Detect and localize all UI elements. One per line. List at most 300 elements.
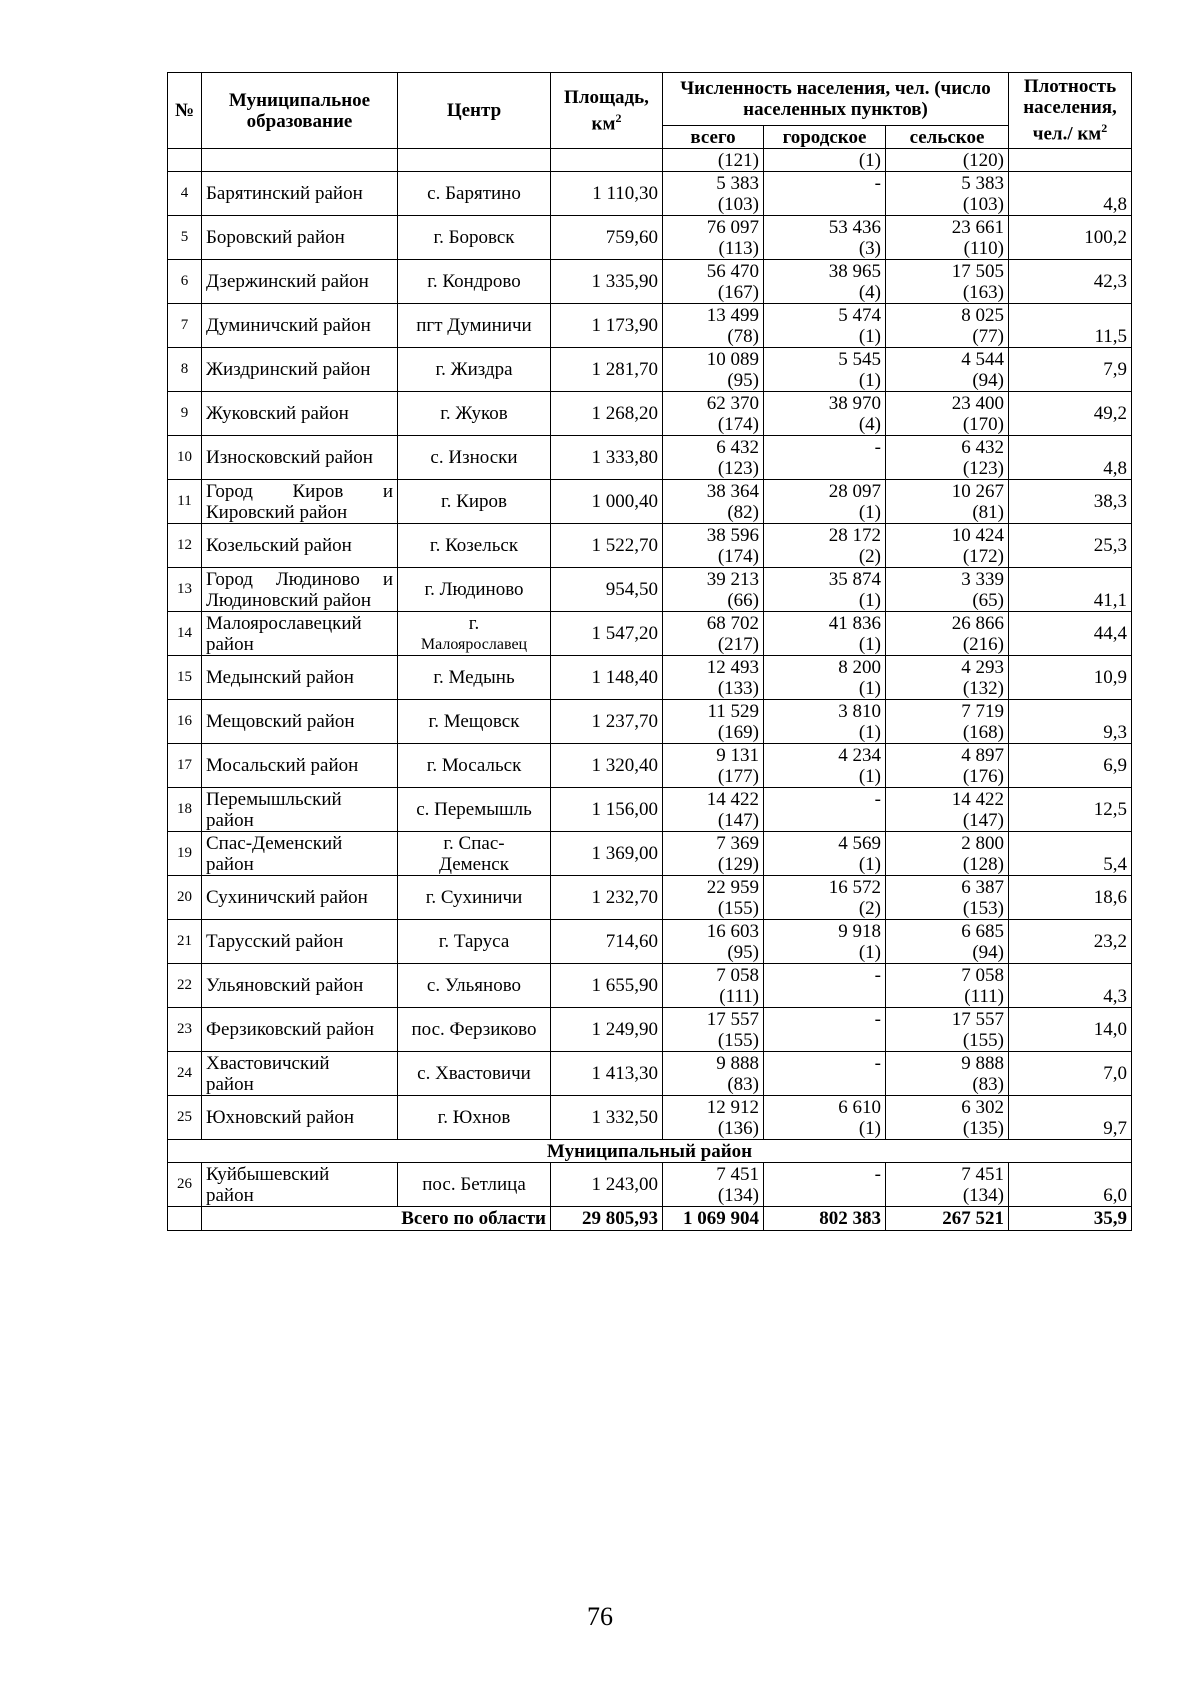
row-pop-rural-settlements: (94) — [972, 941, 1005, 963]
row-name: Износковский район — [202, 436, 398, 480]
table-row — [168, 964, 1132, 1008]
table-row — [168, 1008, 1132, 1052]
row-num: 26 — [168, 1163, 202, 1207]
row-name-line1: Спас-Деменский — [206, 832, 343, 854]
row-center: г. Кондрово — [398, 260, 551, 304]
row-center: г. Мещовск — [398, 700, 551, 744]
row-pop-urban — [764, 480, 886, 524]
row-pop-rural — [886, 920, 1009, 964]
row-pop-rural — [886, 1008, 1009, 1052]
cont-cell-total: (121) — [663, 149, 764, 172]
row-pop-total — [663, 920, 764, 964]
row-pop-total-value: 7 058 — [716, 964, 759, 986]
row-name — [202, 612, 398, 656]
row-pop-urban — [764, 788, 886, 832]
totals-num — [168, 1207, 202, 1231]
col-header-pop-total: всего — [663, 126, 764, 149]
row-pop-urban-settlements — [768, 458, 881, 479]
table-row — [168, 788, 1132, 832]
row-pop-rural-settlements: (132) — [962, 677, 1005, 699]
row-pop-urban — [764, 172, 886, 216]
row-center — [398, 612, 551, 656]
row-pop-rural-settlements: (65) — [972, 589, 1005, 611]
row-density: 38,3 — [1009, 480, 1132, 524]
row-pop-urban — [764, 304, 886, 348]
row-pop-urban-value: 28 172 — [828, 524, 881, 546]
row-density: 7,9 — [1009, 348, 1132, 392]
row-center: г. Медынь — [398, 656, 551, 700]
row-pop-total — [663, 260, 764, 304]
row-pop-rural-value: 26 866 — [951, 612, 1005, 634]
row-pop-total-value: 62 370 — [706, 392, 759, 414]
row-pop-rural-settlements: (111) — [964, 985, 1005, 1007]
row-pop-rural — [886, 788, 1009, 832]
row-num: 9 — [168, 392, 202, 436]
row-pop-urban-settlements: (1) — [858, 853, 881, 875]
row-pop-rural-value: 17 505 — [951, 260, 1005, 282]
section-row — [168, 1140, 1132, 1163]
row-pop-total — [663, 1096, 764, 1140]
row-name: Сухиничский район — [202, 876, 398, 920]
row-area: 1 335,90 — [551, 260, 663, 304]
totals-row — [168, 1207, 1132, 1231]
row-pop-total — [663, 392, 764, 436]
row-area: 1 237,70 — [551, 700, 663, 744]
row-pop-rural — [886, 392, 1009, 436]
row-pop-urban — [764, 392, 886, 436]
row-pop-urban-value: - — [874, 1008, 881, 1030]
row-pop-rural-value: 2 800 — [961, 832, 1005, 854]
row-pop-total — [663, 348, 764, 392]
row-center-line1: г. Спас- — [443, 832, 505, 854]
population-table — [167, 72, 1132, 1231]
row-name: Думиничский район — [202, 304, 398, 348]
row-density: 18,6 — [1009, 876, 1132, 920]
row-pop-urban-settlements: (1) — [858, 633, 881, 655]
col-header-name: Муниципальное образование — [202, 73, 398, 149]
row-pop-rural-settlements: (147) — [962, 809, 1005, 831]
row-num: 21 — [168, 920, 202, 964]
row-pop-rural-value: 4 897 — [961, 744, 1005, 766]
table-row — [168, 304, 1132, 348]
row-pop-total-value: 12 493 — [706, 656, 759, 678]
row-center: г. Козельск — [398, 524, 551, 568]
row-pop-total-value: 5 383 — [716, 172, 759, 194]
row-pop-total-value: 7 451 — [716, 1163, 759, 1185]
row-name: Жиздринский район — [202, 348, 398, 392]
row-num: 8 — [168, 348, 202, 392]
row-pop-urban — [764, 612, 886, 656]
row-pop-rural-value: 6 685 — [961, 920, 1005, 942]
row-density: 12,5 — [1009, 788, 1132, 832]
row-area: 1 547,20 — [551, 612, 663, 656]
row-name-line1: Город Людиново и — [206, 568, 393, 590]
row-pop-rural-value: 5 383 — [961, 172, 1005, 194]
row-pop-total-value: 14 422 — [706, 788, 759, 810]
row-name: Тарусский район — [202, 920, 398, 964]
row-area: 1 413,30 — [551, 1052, 663, 1096]
cont-cell-density — [1009, 149, 1132, 172]
row-pop-rural — [886, 436, 1009, 480]
row-pop-total-value: 16 603 — [706, 920, 759, 942]
totals-area: 29 805,93 — [551, 1207, 663, 1231]
row-num: 17 — [168, 744, 202, 788]
row-pop-rural — [886, 1052, 1009, 1096]
cont-cell-num — [168, 149, 202, 172]
row-pop-urban — [764, 568, 886, 612]
row-pop-rural — [886, 348, 1009, 392]
col-header-pop-urban: городское — [764, 126, 886, 149]
row-pop-urban — [764, 216, 886, 260]
table-body — [168, 149, 1132, 1231]
cont-cell-area — [551, 149, 663, 172]
row-pop-total-settlements: (177) — [717, 765, 759, 787]
row-pop-total-settlements: (95) — [727, 369, 759, 391]
row-pop-urban — [764, 1052, 886, 1096]
row-pop-total-value: 6 432 — [716, 436, 759, 458]
row-area: 1 268,20 — [551, 392, 663, 436]
row-pop-total — [663, 656, 764, 700]
table-row — [168, 656, 1132, 700]
row-pop-urban-settlements: (1) — [858, 677, 881, 699]
row-pop-urban-value: 5 474 — [838, 304, 881, 326]
row-pop-total-value: 7 369 — [716, 832, 759, 854]
row-num: 13 — [168, 568, 202, 612]
col-header-pop-rural: сельское — [886, 126, 1009, 149]
row-pop-total-settlements: (217) — [717, 633, 759, 655]
section-title: Муниципальный район — [168, 1140, 1132, 1163]
row-pop-total-settlements: (134) — [717, 1184, 759, 1206]
row-pop-rural-value: 4 293 — [961, 656, 1005, 678]
cont-cell-center — [398, 149, 551, 172]
row-name-line2: район — [206, 809, 254, 831]
row-center: пос. Ферзиково — [398, 1008, 551, 1052]
row-pop-rural-value: 10 424 — [951, 524, 1005, 546]
row-num: 22 — [168, 964, 202, 1008]
row-pop-rural-value: 9 888 — [961, 1052, 1005, 1074]
row-area: 1 522,70 — [551, 524, 663, 568]
row-pop-urban-settlements: (2) — [858, 897, 881, 919]
row-pop-total — [663, 876, 764, 920]
row-pop-urban-settlements — [768, 986, 881, 1007]
row-pop-rural-value: 7 719 — [961, 700, 1005, 722]
row-name: Ульяновский район — [202, 964, 398, 1008]
row-pop-urban-value: - — [874, 436, 881, 458]
row-pop-total-value: 9 131 — [716, 744, 759, 766]
row-pop-urban — [764, 1008, 886, 1052]
row-num: 5 — [168, 216, 202, 260]
row-pop-urban-settlements — [768, 1074, 881, 1095]
row-pop-total-settlements: (174) — [717, 413, 759, 435]
row-center: г. Сухиничи — [398, 876, 551, 920]
row-name — [202, 480, 398, 524]
row-name: Дзержинский район — [202, 260, 398, 304]
row-pop-urban — [764, 1163, 886, 1207]
row-pop-rural — [886, 1096, 1009, 1140]
row-pop-rural-settlements: (170) — [962, 413, 1005, 435]
row-pop-urban-value: - — [874, 788, 881, 810]
row-pop-urban — [764, 524, 886, 568]
row-pop-total — [663, 744, 764, 788]
row-pop-rural — [886, 172, 1009, 216]
row-center: г. Жуков — [398, 392, 551, 436]
table-row — [168, 1163, 1132, 1207]
row-pop-total-value: 10 089 — [706, 348, 759, 370]
row-pop-total-settlements: (174) — [717, 545, 759, 567]
row-density: 4,3 — [1009, 964, 1132, 1008]
row-pop-total-settlements: (136) — [717, 1117, 759, 1139]
cont-cell-urban: (1) — [764, 149, 886, 172]
row-name-line2: район — [206, 633, 254, 655]
row-pop-urban-value: 38 970 — [828, 392, 881, 414]
table-row — [168, 348, 1132, 392]
table-row — [168, 524, 1132, 568]
row-center: г. Жиздра — [398, 348, 551, 392]
row-pop-total — [663, 1052, 764, 1096]
row-density: 9,7 — [1009, 1096, 1132, 1140]
row-center — [398, 832, 551, 876]
row-pop-rural-settlements: (134) — [962, 1184, 1005, 1206]
row-pop-rural-value: 17 557 — [951, 1008, 1005, 1030]
row-pop-rural-settlements: (168) — [962, 721, 1005, 743]
row-num: 25 — [168, 1096, 202, 1140]
row-pop-urban-settlements — [768, 810, 881, 831]
row-pop-urban-settlements — [768, 1030, 881, 1051]
row-num: 19 — [168, 832, 202, 876]
row-pop-rural-value: 6 302 — [961, 1096, 1005, 1118]
col-header-center: Центр — [398, 73, 551, 149]
row-name: Ферзиковский район — [202, 1008, 398, 1052]
row-pop-rural-value: 14 422 — [951, 788, 1005, 810]
row-area: 1 332,50 — [551, 1096, 663, 1140]
col-header-population: Численность населения, чел. (число населенных пунктов) — [663, 73, 1009, 126]
row-pop-rural-settlements: (153) — [962, 897, 1005, 919]
row-num: 23 — [168, 1008, 202, 1052]
totals-label: Всего по области — [202, 1207, 551, 1231]
row-pop-urban-settlements — [768, 194, 881, 215]
row-pop-total-value: 39 213 — [706, 568, 759, 590]
row-pop-rural-settlements: (77) — [972, 325, 1005, 347]
row-pop-rural-value: 7 451 — [961, 1163, 1005, 1185]
row-center: г. Боровск — [398, 216, 551, 260]
row-pop-rural-settlements: (81) — [972, 501, 1005, 523]
row-name: Юхновский район — [202, 1096, 398, 1140]
totals-pop-total: 1 069 904 — [663, 1207, 764, 1231]
table-row — [168, 612, 1132, 656]
row-density: 100,2 — [1009, 216, 1132, 260]
row-pop-urban — [764, 260, 886, 304]
row-center: с. Перемышль — [398, 788, 551, 832]
row-pop-total-settlements: (103) — [717, 193, 759, 215]
row-pop-rural — [886, 656, 1009, 700]
row-area: 1 249,90 — [551, 1008, 663, 1052]
table-row — [168, 1096, 1132, 1140]
row-pop-total — [663, 524, 764, 568]
table-row — [168, 436, 1132, 480]
row-center-line2: Деменск — [439, 853, 509, 875]
row-name-line1: Хвастовичский — [206, 1052, 330, 1074]
row-pop-rural-settlements: (83) — [972, 1073, 1005, 1095]
row-pop-rural — [886, 568, 1009, 612]
row-center: пос. Бетлица — [398, 1163, 551, 1207]
row-name-line1: Перемышльский — [206, 788, 342, 810]
row-pop-urban — [764, 964, 886, 1008]
table-row — [168, 392, 1132, 436]
row-pop-total — [663, 1163, 764, 1207]
row-pop-total-settlements: (83) — [727, 1073, 759, 1095]
row-pop-rural-settlements: (163) — [962, 281, 1005, 303]
row-pop-rural-settlements: (216) — [962, 633, 1005, 655]
row-area: 1 173,90 — [551, 304, 663, 348]
row-pop-total-settlements: (111) — [719, 985, 759, 1007]
row-name-line1: Город Киров и — [206, 480, 393, 502]
row-density: 6,9 — [1009, 744, 1132, 788]
row-pop-total-value: 38 596 — [706, 524, 759, 546]
row-pop-total — [663, 568, 764, 612]
row-num: 6 — [168, 260, 202, 304]
row-pop-total — [663, 964, 764, 1008]
row-name: Барятинский район — [202, 172, 398, 216]
row-pop-total — [663, 216, 764, 260]
row-pop-urban-value: 38 965 — [828, 260, 881, 282]
row-pop-total-settlements: (129) — [717, 853, 759, 875]
row-name — [202, 788, 398, 832]
table-row — [168, 216, 1132, 260]
row-density: 25,3 — [1009, 524, 1132, 568]
row-pop-urban-value: - — [874, 1163, 881, 1185]
col-header-num: № — [168, 73, 202, 149]
row-center: г. Юхнов — [398, 1096, 551, 1140]
row-pop-total-value: 22 959 — [706, 876, 759, 898]
row-pop-total-settlements: (167) — [717, 281, 759, 303]
row-pop-urban-settlements: (4) — [858, 281, 881, 303]
row-pop-total — [663, 480, 764, 524]
cont-cell-rural: (120) — [886, 149, 1009, 172]
row-pop-total-value: 9 888 — [716, 1052, 759, 1074]
row-pop-rural — [886, 304, 1009, 348]
row-density: 5,4 — [1009, 832, 1132, 876]
row-pop-rural — [886, 612, 1009, 656]
row-pop-urban-value: 4 569 — [838, 832, 881, 854]
row-name: Медынский район — [202, 656, 398, 700]
row-name-line1: Куйбышевский — [206, 1163, 330, 1185]
table-row — [168, 832, 1132, 876]
continuation-row — [168, 149, 1132, 172]
row-num: 11 — [168, 480, 202, 524]
row-pop-rural-value: 8 025 — [961, 304, 1005, 326]
row-name: Боровский район — [202, 216, 398, 260]
cont-cell-name — [202, 149, 398, 172]
row-pop-urban — [764, 700, 886, 744]
row-area: 954,50 — [551, 568, 663, 612]
row-density: 9,3 — [1009, 700, 1132, 744]
table-row — [168, 920, 1132, 964]
row-pop-total-value: 56 470 — [706, 260, 759, 282]
row-density: 41,1 — [1009, 568, 1132, 612]
row-area: 1 655,90 — [551, 964, 663, 1008]
row-pop-urban-value: 41 836 — [828, 612, 881, 634]
row-pop-total — [663, 788, 764, 832]
row-pop-rural-value: 4 544 — [961, 348, 1005, 370]
row-pop-rural-value: 6 387 — [961, 876, 1005, 898]
row-pop-total — [663, 832, 764, 876]
row-pop-urban — [764, 832, 886, 876]
row-density: 10,9 — [1009, 656, 1132, 700]
row-num: 7 — [168, 304, 202, 348]
row-pop-rural-settlements: (110) — [963, 237, 1005, 259]
row-pop-rural-value: 23 400 — [951, 392, 1005, 414]
table-row — [168, 876, 1132, 920]
row-center-line1: г. — [468, 612, 480, 634]
row-pop-total-settlements: (169) — [717, 721, 759, 743]
row-num: 20 — [168, 876, 202, 920]
row-center: г. Мосальск — [398, 744, 551, 788]
row-pop-total-value: 13 499 — [706, 304, 759, 326]
row-pop-rural — [886, 964, 1009, 1008]
row-num: 16 — [168, 700, 202, 744]
row-area: 1 156,00 — [551, 788, 663, 832]
row-density: 42,3 — [1009, 260, 1132, 304]
row-pop-rural-value: 10 267 — [951, 480, 1005, 502]
row-pop-total-settlements: (78) — [727, 325, 759, 347]
row-pop-total-value: 76 097 — [706, 216, 759, 238]
row-density: 49,2 — [1009, 392, 1132, 436]
row-pop-rural-settlements: (176) — [962, 765, 1005, 787]
row-pop-total-settlements: (82) — [727, 501, 759, 523]
row-area: 1 232,70 — [551, 876, 663, 920]
row-area: 1 333,80 — [551, 436, 663, 480]
row-pop-total-settlements: (155) — [717, 1029, 759, 1051]
row-pop-total-settlements: (155) — [717, 897, 759, 919]
totals-pop-urban: 802 383 — [764, 1207, 886, 1231]
row-pop-urban-value: - — [874, 964, 881, 986]
row-pop-rural-settlements: (94) — [972, 369, 1005, 391]
row-pop-total — [663, 1008, 764, 1052]
col-header-area: Площадь, $км^2$ — [551, 73, 663, 149]
row-density: 44,4 — [1009, 612, 1132, 656]
row-pop-total-settlements: (66) — [727, 589, 759, 611]
row-pop-rural — [886, 260, 1009, 304]
row-pop-urban-settlements: (1) — [858, 369, 881, 391]
row-area: 1 000,40 — [551, 480, 663, 524]
row-name: Жуковский район — [202, 392, 398, 436]
table-row — [168, 480, 1132, 524]
row-num: 18 — [168, 788, 202, 832]
row-name-line2: Людиновский район — [206, 589, 371, 611]
row-center: г. Людиново — [398, 568, 551, 612]
row-num: 4 — [168, 172, 202, 216]
row-pop-rural — [886, 876, 1009, 920]
row-pop-total-settlements: (95) — [727, 941, 759, 963]
row-pop-urban-value: 8 200 — [838, 656, 881, 678]
row-pop-rural-value: 23 661 — [951, 216, 1005, 238]
row-pop-urban-settlements: (1) — [858, 325, 881, 347]
row-pop-rural — [886, 524, 1009, 568]
row-area: 1 281,70 — [551, 348, 663, 392]
row-name — [202, 832, 398, 876]
col-header-density: Плотность населения, чел./ $км^2$ — [1009, 73, 1132, 149]
row-pop-rural-settlements: (128) — [962, 853, 1005, 875]
row-pop-urban-value: 3 810 — [838, 700, 881, 722]
row-center-line2: Малоярославец — [420, 635, 528, 653]
row-center: пгт Думиничи — [398, 304, 551, 348]
row-pop-total — [663, 700, 764, 744]
row-area: 714,60 — [551, 920, 663, 964]
row-pop-urban-settlements: (1) — [858, 941, 881, 963]
row-pop-urban — [764, 1096, 886, 1140]
row-pop-rural-settlements: (155) — [962, 1029, 1005, 1051]
row-name — [202, 568, 398, 612]
